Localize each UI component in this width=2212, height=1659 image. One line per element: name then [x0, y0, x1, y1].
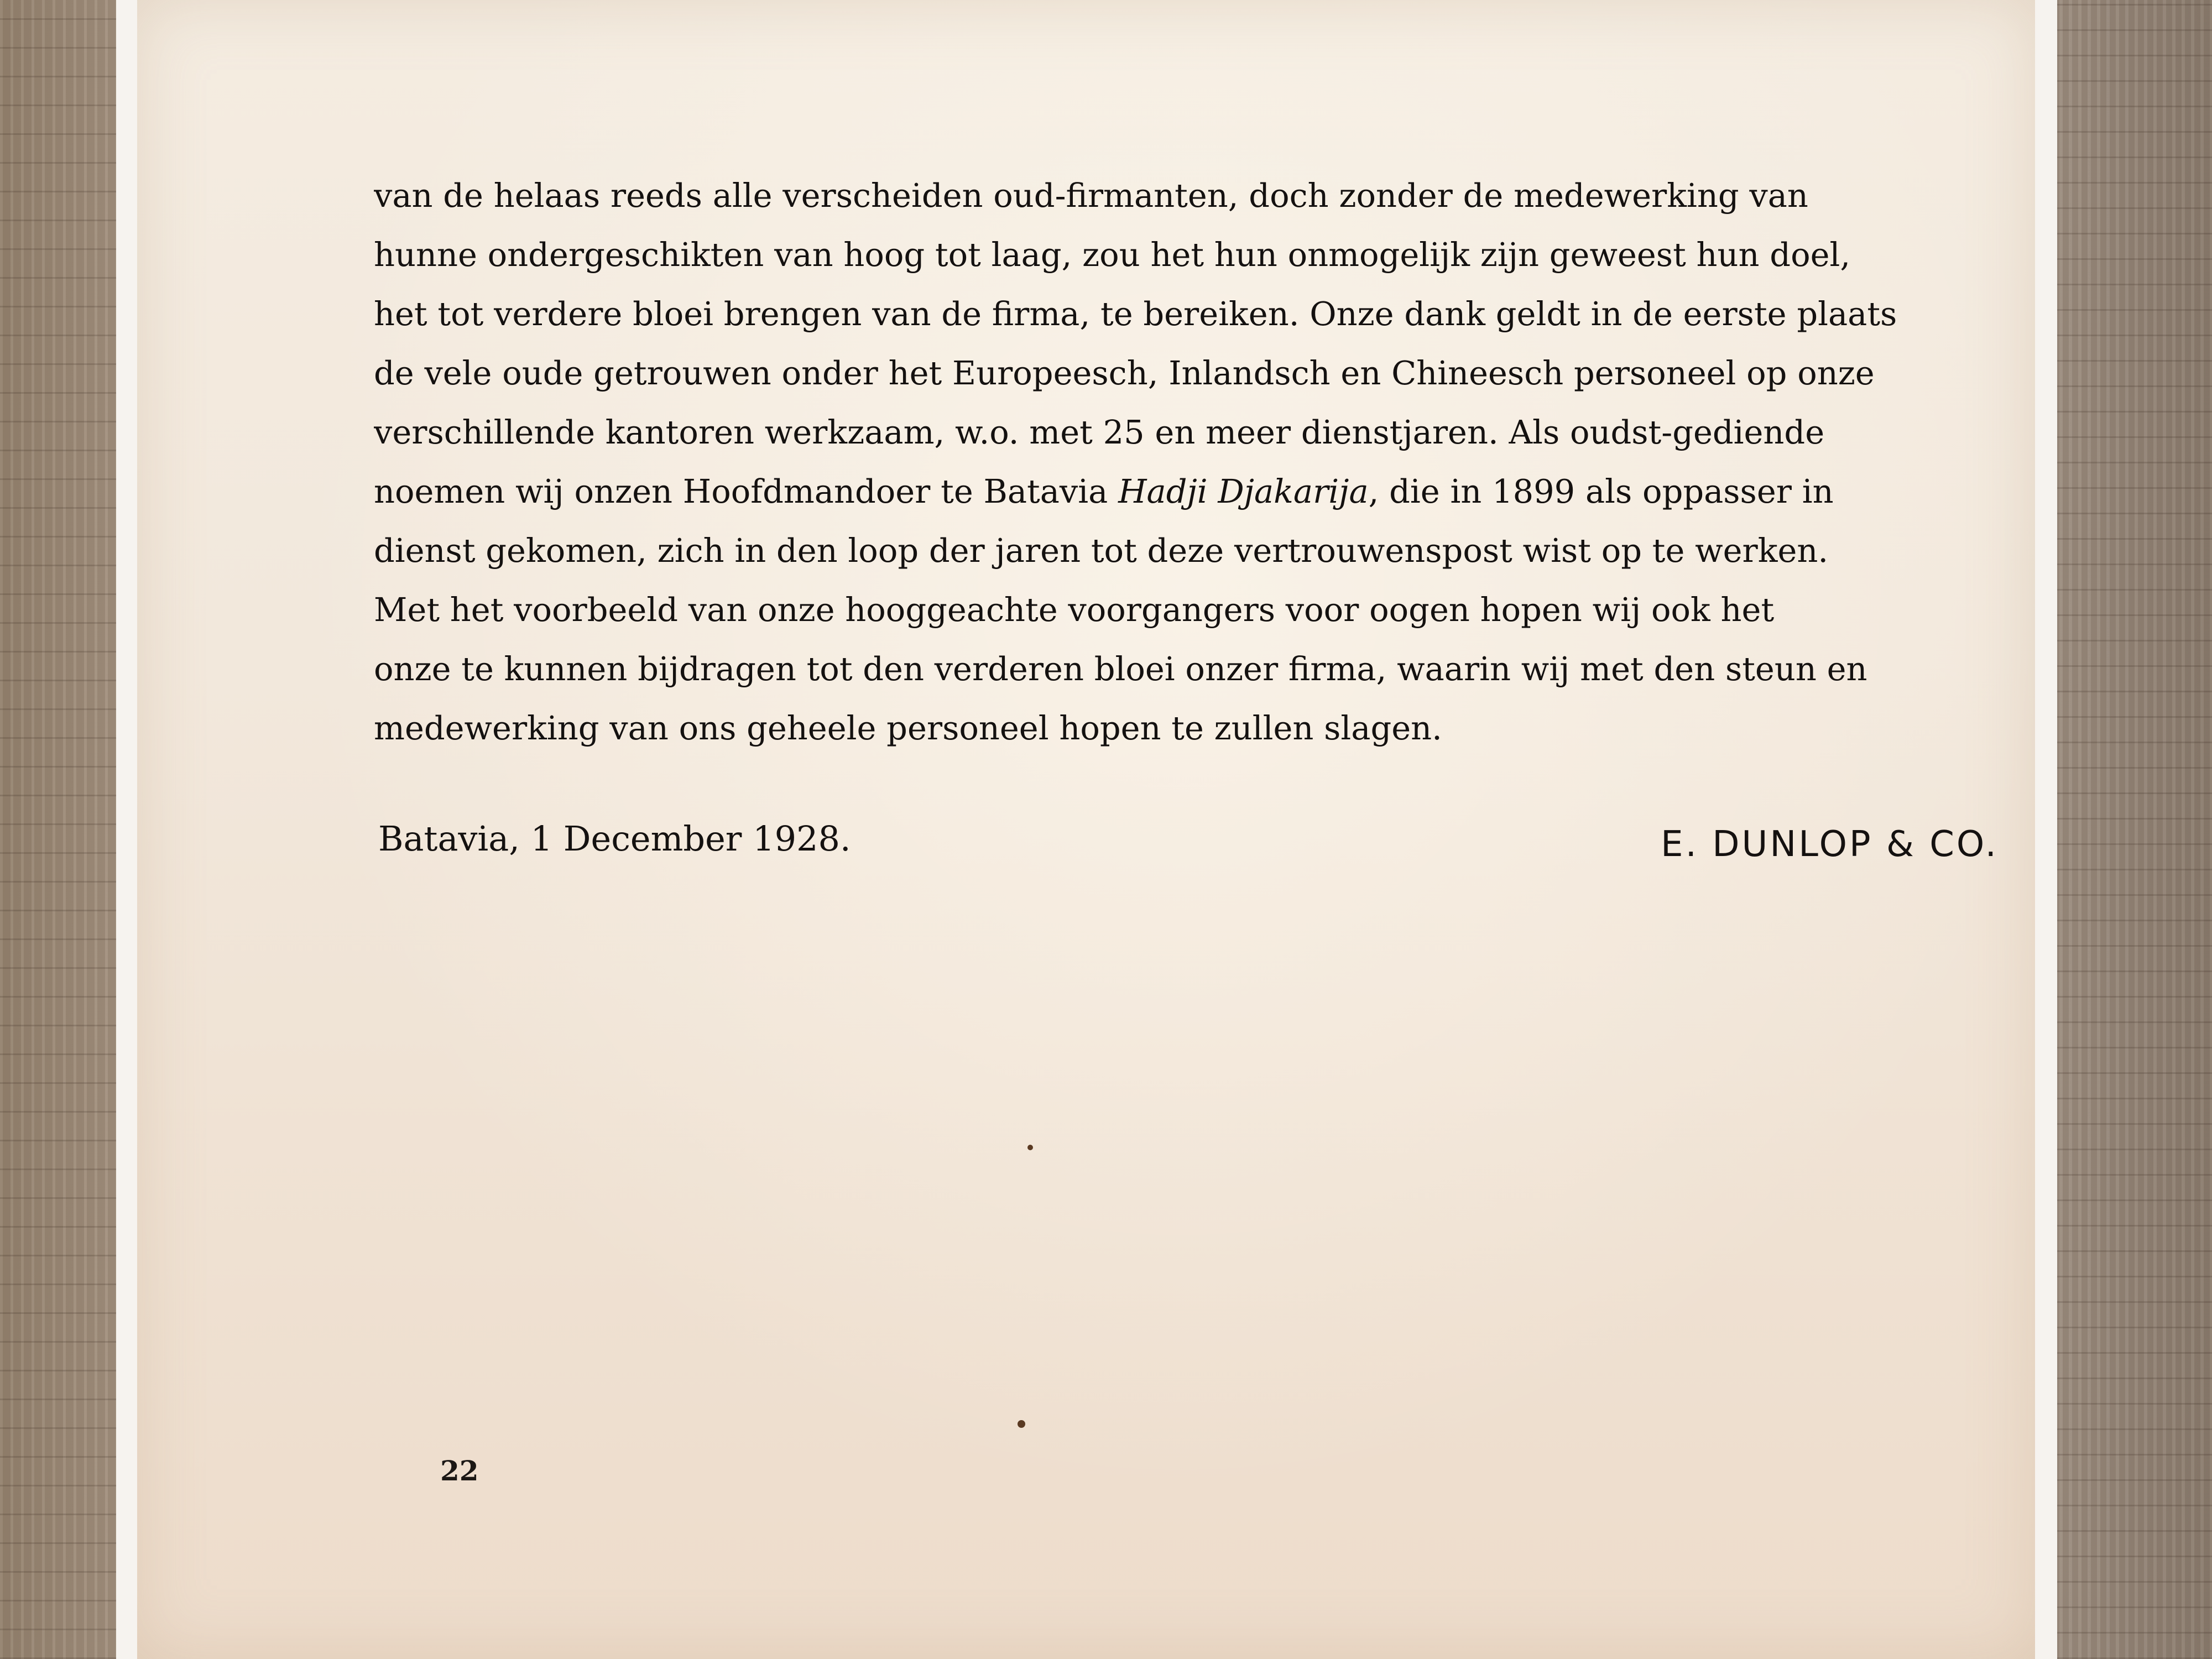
text-line: hunne ondergeschikten van hoog tot laag, zou het hun onmogelijk zijn geweest hun doel, [374, 236, 1851, 274]
text-segment: , die in 1899 als oppasser in [1368, 472, 1834, 510]
firm-signature: E. DUNLOP & CO. [1661, 824, 1999, 865]
text-line: onze te kunnen bijdragen tot den verderen bloei onzer firma, waarin wij met den steun en [374, 650, 1867, 688]
place-date: Batavia, 1 December 1928. [378, 818, 851, 859]
body-paragraph [374, 166, 1994, 758]
text-line: van de helaas reeds alle verscheiden oud-firmanten, doch zonder de medewerking van [374, 176, 1808, 215]
text-line: de vele oude getrouwen onder het Europeesch, Inlandsch en Chineesch personeel op onze [374, 354, 1875, 392]
text-line: medewerking van ons geheele personeel hopen te zullen slagen. [374, 709, 1442, 747]
text-line: verschillende kantoren werkzaam, w.o. met 25 en meer dienstjaren. Als oudst-gediende [374, 413, 1825, 451]
book-page [137, 0, 2035, 1659]
italic-name: Hadji Djakarija [1118, 472, 1369, 510]
text-line [374, 462, 1994, 521]
paper-speck [1018, 1420, 1025, 1428]
wood-background-right [2041, 0, 2212, 1659]
text-line: het tot verdere bloei brengen van de firma, te bereiken. Onze dank geldt in de eerste plaats [374, 295, 1897, 333]
wood-background-left [0, 0, 130, 1659]
paper-speck [1027, 1145, 1033, 1150]
photo-border-left [116, 0, 138, 1659]
closing-section [378, 813, 1999, 879]
photo-border-right [2035, 0, 2057, 1659]
text-segment: noemen wij onzen Hoofdmandoer te Batavia [374, 472, 1119, 510]
text-line: Met het voorbeeld van onze hooggeachte voorgangers voor oogen hopen wij ook het [374, 591, 1775, 629]
text-line: dienst gekomen, zich in den loop der jaren tot deze vertrouwenspost wist op te werken. [374, 531, 1829, 570]
page-number: 22 [440, 1454, 479, 1487]
